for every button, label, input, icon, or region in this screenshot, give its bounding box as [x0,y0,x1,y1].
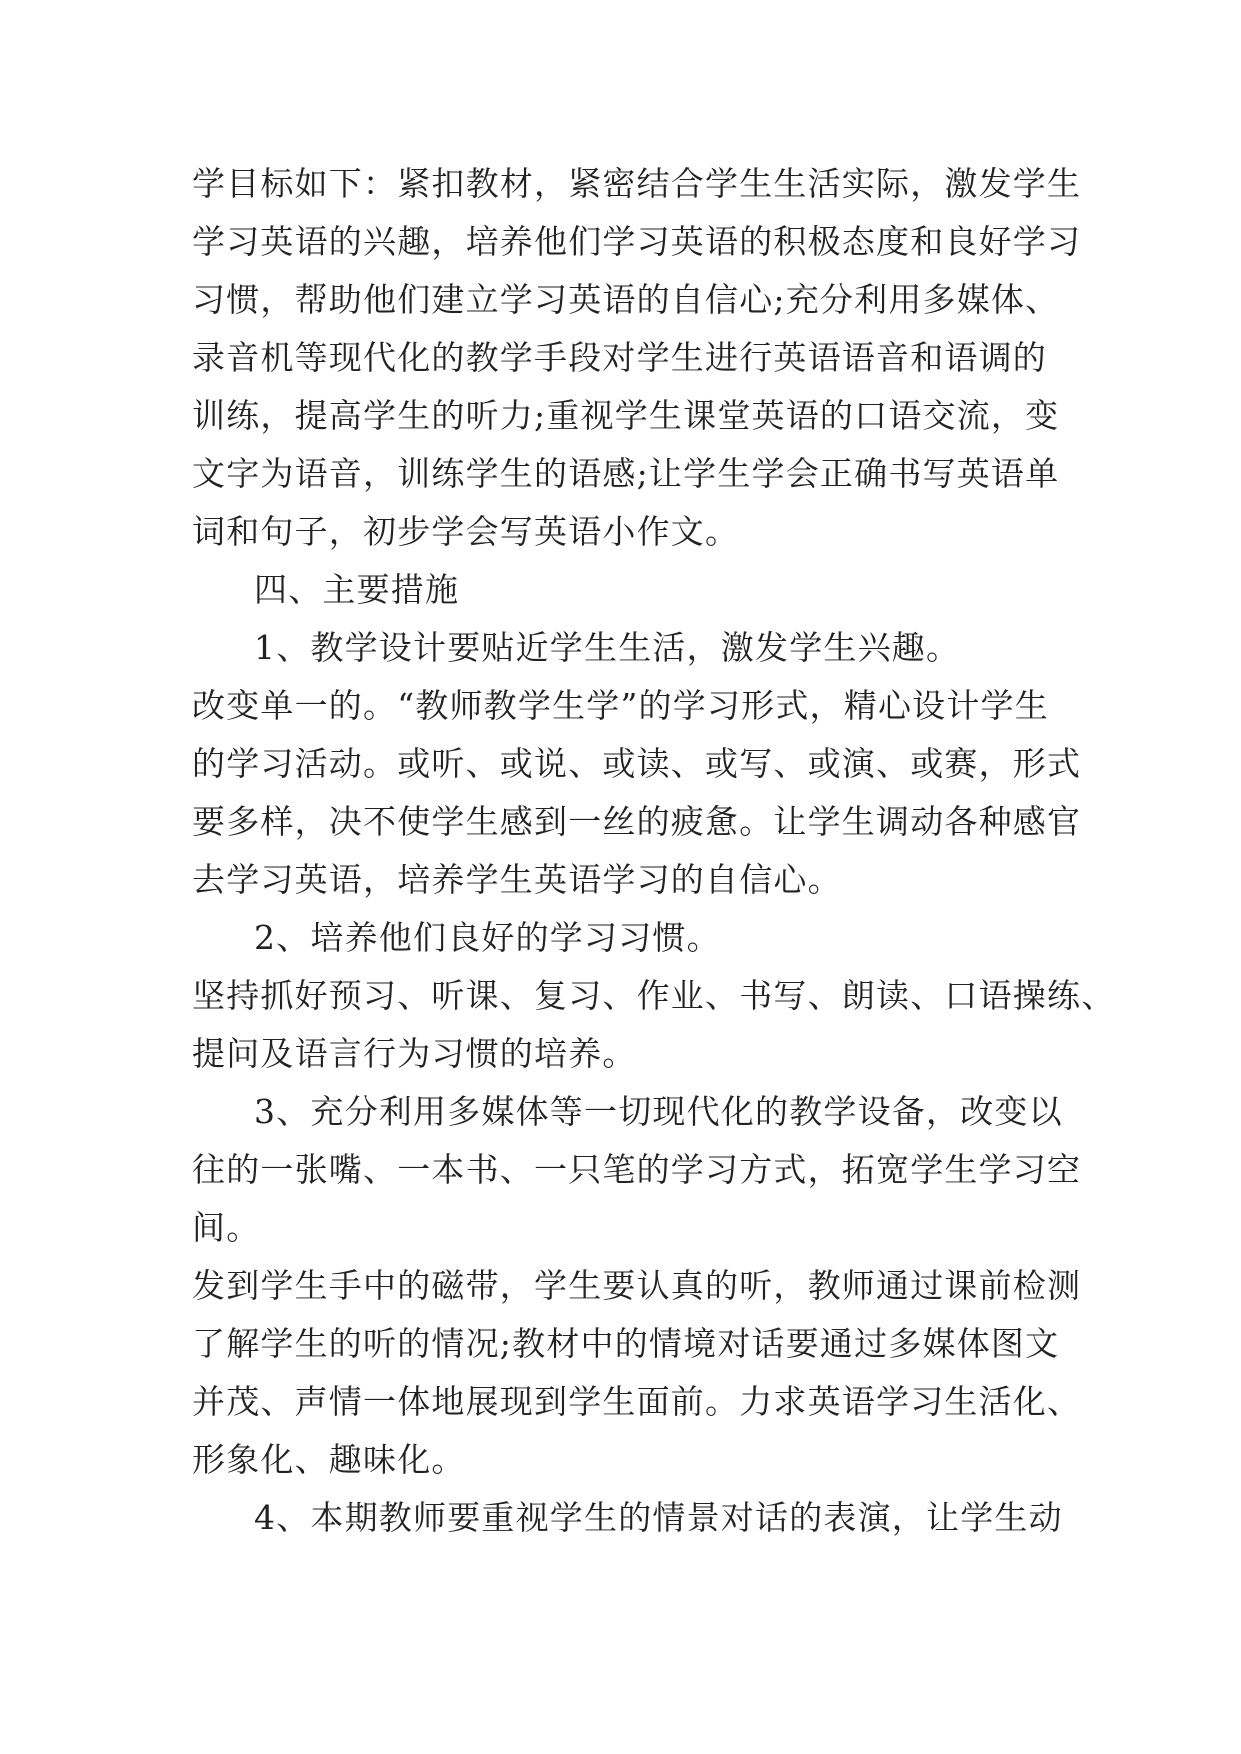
text-line: 了解学生的听的情况;教材中的情境对话要通过多媒体图文 [192,1324,1060,1363]
text-line: 去学习英语，培养学生英语学习的自信心。 [192,860,842,899]
text-line: 并茂、声情一体地展现到学生面前。力求英语学习生活化、 [192,1382,1082,1421]
text-line: 习惯，帮助他们建立学习英语的自信心;充分利用多媒体、 [192,280,1060,319]
text-line: 改变单一的。“教师教学生学”的学习形式，精心设计学生 [192,686,1049,725]
text-line: 提问及语言行为习惯的培养。 [192,1034,637,1073]
text-line: 间。 [192,1208,261,1247]
text-line: 学目标如下：紧扣教材，紧密结合学生生活实际，激发学生 [192,164,1082,203]
text-line: 的学习活动。或听、或说、或读、或写、或演、或赛，形式 [192,744,1082,783]
list-item-heading: 4、本期教师要重视学生的情景对话的表演，让学生动 [254,1498,1063,1537]
text-line: 形象化、趣味化。 [192,1440,466,1479]
text-line: 文字为语音，训练学生的语感;让学生学会正确书写英语单 [192,454,1060,493]
text-line: 要多样，决不使学生感到一丝的疲惫。让学生调动各种感官 [192,802,1082,841]
list-item-heading: 2、培养他们良好的学习习惯。 [254,918,721,957]
text-line: 录音机等现代化的教学手段对学生进行英语语音和语调的 [192,338,1047,377]
text-line: 坚持抓好预习、听课、复习、作业、书写、朗读、口语操练、 [192,976,1116,1015]
text-line: 学习英语的兴趣，培养他们学习英语的积极态度和良好学习 [192,222,1082,261]
text-line: 词和句子，初步学会写英语小作文。 [192,512,740,551]
text-line: 往的一张嘴、一本书、一只笔的学习方式，拓宽学生学习空 [192,1150,1082,1189]
text-line: 训练，提高学生的听力;重视学生课堂英语的口语交流，变 [192,396,1060,435]
list-item-heading: 1、教学设计要贴近学生生活，激发学生兴趣。 [254,628,961,667]
text-line: 发到学生手中的磁带，学生要认真的听，教师通过课前检测 [192,1266,1082,1305]
list-item-heading: 3、充分利用多媒体等一切现代化的教学设备，改变以 [254,1092,1063,1131]
section-heading: 四、主要措施 [254,570,460,609]
